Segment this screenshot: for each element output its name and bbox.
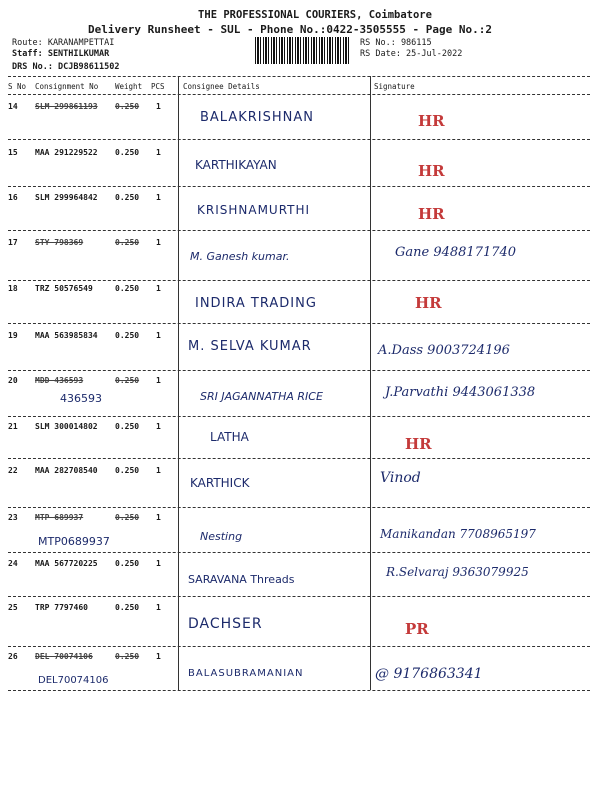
row-sno: 26 [8, 652, 18, 661]
route-label: Route: KARANAMPETTAI [12, 38, 115, 48]
row-sno: 15 [8, 148, 18, 157]
barcode [255, 37, 350, 64]
row-consignment: STY 798369 [35, 238, 84, 247]
row-weight: 0.250 [115, 148, 140, 157]
row-divider [8, 370, 590, 371]
row-extra-handwritten: DEL70074106 [38, 675, 109, 686]
row-consignment: TRZ 50576549 [35, 284, 93, 293]
row-consignment: MTP 689937 [35, 513, 84, 522]
row-consignment: MAA 567720225 [35, 559, 98, 568]
row-divider [8, 646, 590, 647]
row-consignment: SLM 300014802 [35, 422, 98, 431]
row-pcs: 1 [156, 422, 161, 431]
row-sno: 14 [8, 102, 18, 111]
col-consignee: Consignee Details [183, 82, 260, 91]
row-consignment: SLM 299964842 [35, 193, 98, 202]
row-pcs: 1 [156, 238, 161, 247]
row-consignment: MAA 282708540 [35, 466, 98, 475]
row-divider [8, 458, 590, 459]
row-weight: 0.250 [115, 422, 140, 431]
row-sno: 23 [8, 513, 18, 522]
row-signature: R.Selvaraj 9363079925 [386, 565, 529, 579]
row-signature: PR [405, 620, 429, 638]
row-pcs: 1 [156, 193, 161, 202]
staff-label: Staff: SENTHILKUMAR [12, 49, 110, 59]
row-sno: 18 [8, 284, 18, 293]
row-consignment: MAA 563985834 [35, 331, 98, 340]
col-weight: Weight [115, 82, 143, 91]
row-consignment: TRP 7797460 [35, 603, 88, 612]
row-weight: 0.250 [115, 331, 140, 340]
row-consignee: BALASUBRAMANIAN [188, 668, 304, 679]
row-sno: 25 [8, 603, 18, 612]
row-signature: HR [418, 112, 445, 130]
rs-date: RS Date: 25-Jul-2022 [360, 49, 463, 59]
row-sno: 20 [8, 376, 18, 385]
row-consignee: INDIRA TRADING [195, 296, 317, 311]
row-divider [8, 323, 590, 324]
row-divider [8, 552, 590, 553]
row-pcs: 1 [156, 376, 161, 385]
row-signature: Vinod [380, 470, 421, 486]
row-sno: 21 [8, 422, 18, 431]
row-divider [8, 230, 590, 231]
col-sno: S No [8, 82, 27, 91]
row-pcs: 1 [156, 331, 161, 340]
row-sno: 24 [8, 559, 18, 568]
row-weight: 0.250 [115, 193, 140, 202]
row-weight: 0.250 [115, 238, 140, 247]
rs-number: RS No.: 986115 [360, 38, 432, 48]
row-signature: HR [418, 205, 445, 223]
row-weight: 0.250 [115, 603, 140, 612]
row-signature: A.Dass 9003724196 [378, 343, 510, 358]
col-pcs: PCS [151, 82, 165, 91]
row-sno: 17 [8, 238, 18, 247]
row-consignee: KARTHICK [190, 476, 250, 490]
row-divider [8, 139, 590, 140]
row-consignee: KRISHNAMURTHI [197, 203, 311, 217]
row-consignee: Nesting [200, 530, 243, 543]
row-weight: 0.250 [115, 513, 140, 522]
row-weight: 0.250 [115, 652, 140, 661]
row-consignment: DEL 70074106 [35, 652, 93, 661]
row-divider [8, 280, 590, 281]
row-pcs: 1 [156, 148, 161, 157]
row-consignment: SLM 299861193 [35, 102, 98, 111]
row-consignment: MDD 436593 [35, 376, 84, 385]
row-consignee: BALAKRISHNAN [200, 110, 315, 125]
row-signature: Gane 9488171740 [395, 245, 517, 260]
row-pcs: 1 [156, 284, 161, 293]
row-pcs: 1 [156, 513, 161, 522]
table-top-rule [8, 76, 590, 77]
signature-column-line [370, 76, 371, 690]
row-weight: 0.250 [115, 102, 140, 111]
row-divider [8, 596, 590, 597]
row-signature: HR [415, 294, 442, 312]
row-weight: 0.250 [115, 284, 140, 293]
row-weight: 0.250 [115, 376, 140, 385]
row-consignee: SARAVANA Threads [188, 573, 295, 586]
row-weight: 0.250 [115, 559, 140, 568]
row-divider [8, 416, 590, 417]
drs-number: DRS No.: DCJB98611502 [12, 62, 120, 72]
row-divider [8, 507, 590, 508]
row-consignee: KARTHIKAYAN [195, 158, 277, 172]
row-sno: 22 [8, 466, 18, 475]
row-consignment: MAA 291229522 [35, 148, 98, 157]
row-pcs: 1 [156, 652, 161, 661]
row-sno: 19 [8, 331, 18, 340]
col-signature: Signature [374, 82, 415, 91]
row-consignee: SRI JAGANNATHA RICE [200, 390, 323, 403]
header-rule [8, 94, 590, 95]
row-consignee: M. SELVA KUMAR [188, 339, 312, 354]
row-signature: J.Parvathi 9443061338 [385, 385, 536, 400]
row-signature: @ 9176863341 [375, 666, 483, 682]
col-consignment: Consignment No [35, 82, 99, 91]
row-consignee: LATHA [210, 430, 249, 444]
row-signature: Manikandan 7708965197 [380, 527, 536, 541]
row-consignee: M. Ganesh kumar. [190, 250, 290, 263]
row-divider [8, 186, 590, 187]
row-extra-handwritten: MTP0689937 [38, 535, 110, 548]
row-pcs: 1 [156, 603, 161, 612]
consignee-column-line [178, 76, 179, 690]
row-consignee: DACHSER [188, 616, 263, 632]
row-signature: HR [405, 435, 432, 453]
runsheet-title: Delivery Runsheet - SUL - Phone No.:0422-3505555 - Page No.:2 [88, 23, 492, 36]
row-sno: 16 [8, 193, 18, 202]
company-name: THE PROFESSIONAL COURIERS, Coimbatore [198, 9, 432, 21]
row-signature: HR [418, 162, 445, 180]
row-pcs: 1 [156, 559, 161, 568]
row-pcs: 1 [156, 466, 161, 475]
row-extra-handwritten: 436593 [60, 392, 102, 405]
row-weight: 0.250 [115, 466, 140, 475]
row-pcs: 1 [156, 102, 161, 111]
table-bottom-rule [8, 690, 590, 691]
